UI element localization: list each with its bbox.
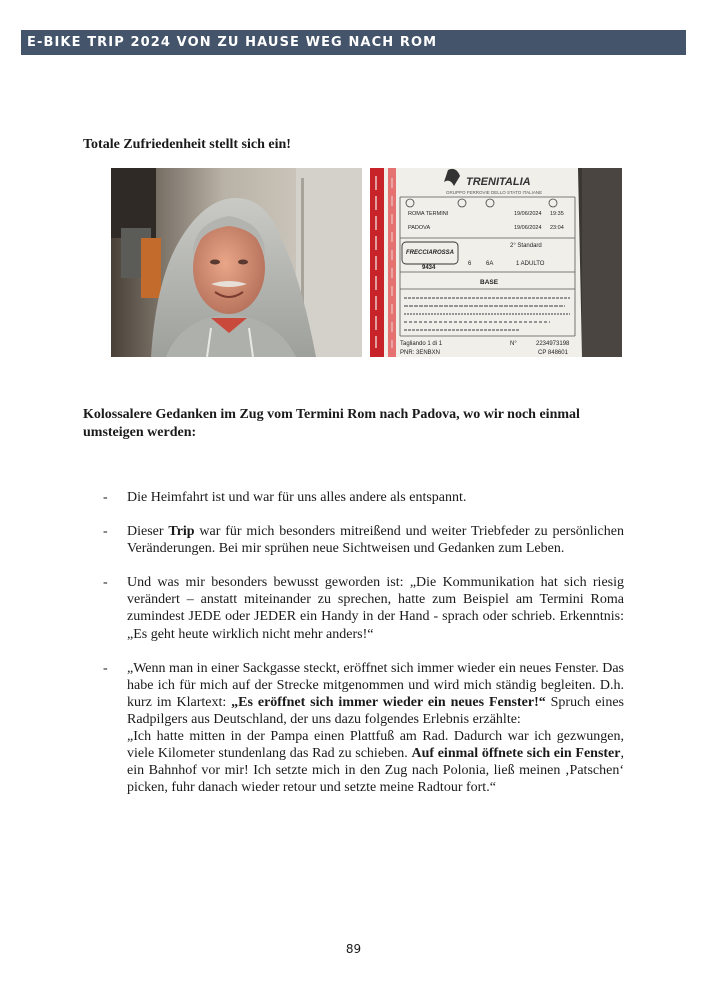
- ticket-brand: TRENITALIA: [466, 176, 531, 188]
- ticket-from-time: 19:35: [550, 211, 564, 217]
- bullet-text: „Wenn man in einer Sackgasse steckt, eröffnet sich immer wieder ein neues Fenster. Das habe ich für mich auf der Strecke mitgenommen und wird mich ständig begleiten. D.h. kurz im Klartext: „Es eröffnet sich immer wieder ein neues Fenster!“ Spruch eines Radpilgers aus Deutschland, der uns dazu folgendes Erlebnis erzählte:: [127, 660, 624, 727]
- ticket-number: 2234973198: [536, 341, 570, 347]
- ticket-to-time: 23:04: [550, 225, 564, 231]
- bullet-dash: -: [103, 524, 108, 540]
- bullet-dash: -: [103, 490, 108, 505]
- ticket-group-line: GRUPPO FERROVIE DELLO STATO ITALIANE: [446, 190, 543, 195]
- list-item: [83, 489, 624, 506]
- section-heading-thoughts: Kolossalere Gedanken im Zug vom Termini Rom nach Padova, wo wir noch einmal umsteigen werden:: [83, 407, 580, 440]
- ticket-class: 2° Standard: [510, 243, 542, 249]
- ticket-fare: BASE: [480, 279, 499, 286]
- ticket-coach: 6: [468, 261, 472, 267]
- quote-text: „Ich hatte mitten in der Pampa einen Plattfuß am Rad. Dadurch war ich gezwungen, viele Kilometer stundenlang das Rad zu schieben. Auf einmal öffnete sich ein Fenster, ein Bahnhof vor mir! Ich setzte mich in den Zug nach Polonia, ließ meinen ‚Patschen‘ picken, fuhr danach wieder retour und setzte meine Radtour fort.“: [127, 729, 624, 796]
- bullet-text: Die Heimfahrt ist und war für uns alles andere als entspannt.: [127, 490, 467, 505]
- ticket-tagliando: Tagliando 1 di 1: [400, 341, 443, 347]
- ticket-cp: CP 848601: [538, 350, 568, 356]
- page-header: [21, 30, 686, 55]
- bullet-text: Dieser Trip war für mich besonders mitreißend und weiter Triebfeder zu persönlichen Veränderungen. Bei mir sprühen neue Sichtweisen und Gedanken zum Leben.: [127, 524, 624, 557]
- ticket-train-name: FRECCIAROSSA: [406, 250, 455, 256]
- ticket-photo: [370, 168, 622, 357]
- selfie-photo: [111, 168, 362, 357]
- ticket-train-number: 9434: [422, 265, 436, 271]
- list-item: [83, 574, 624, 642]
- ticket-number-label: N°: [510, 341, 517, 347]
- bullet-list: [83, 489, 624, 813]
- bullet-dash: -: [103, 575, 108, 591]
- ticket-to-date: 19/06/2024: [514, 225, 542, 231]
- bullet-text: Und was mir besonders bewusst geworden ist: „Die Kommunikation hat sich riesig verändert – anstatt miteinander zu sprechen, hatte zum Beispiel am Termini Roma zumindest JEDE oder JEDER ein Handy in der Hand - sprach oder schrieb. Erkenntnis: „Es geht heute wirklich nicht mehr anders!“: [127, 575, 624, 642]
- ticket-from-date: 19/06/2024: [514, 211, 542, 217]
- section-heading-satisfaction: Totale Zufriedenheit stellt sich ein!: [83, 137, 291, 152]
- ticket-seat: 6A: [486, 261, 494, 267]
- list-item: [83, 660, 624, 797]
- page-number: 89: [345, 942, 362, 956]
- header-title: E-BIKE TRIP 2024 VON ZU HAUSE WEG NACH ROM: [27, 35, 438, 50]
- ticket-passengers: 1 ADULTO: [516, 261, 545, 267]
- ticket-to-station: PADOVA: [408, 225, 431, 231]
- list-item: [83, 523, 624, 557]
- ticket-from-station: ROMA TERMINI: [408, 211, 449, 217]
- ticket-pnr: PNR: 3ENBXN: [400, 350, 441, 356]
- bullet-dash: -: [103, 660, 108, 676]
